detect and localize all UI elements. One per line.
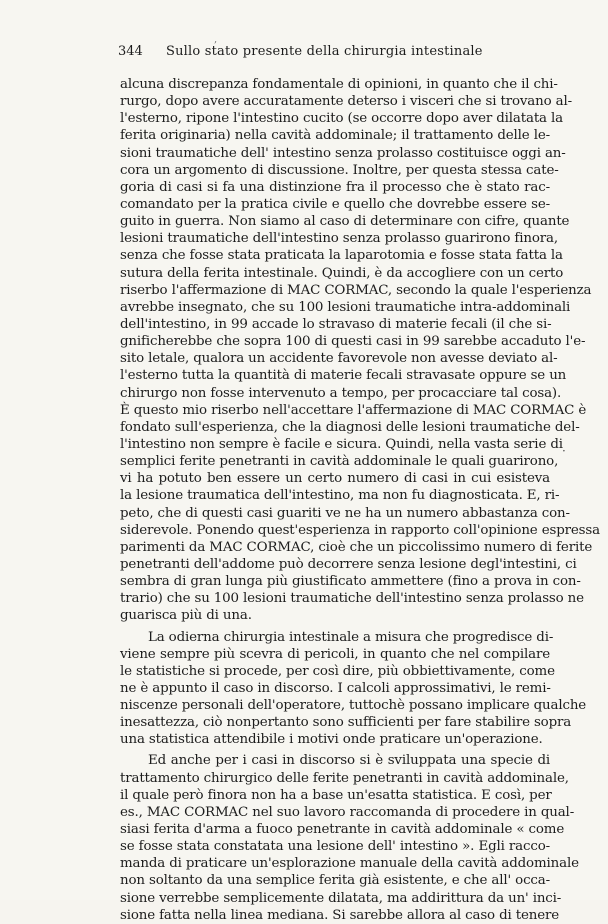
paragraph-3 <box>120 752 579 923</box>
text-line: sione verrebbe semplicemente dilatata, ma addirittura da un' inci- <box>120 890 562 906</box>
text-line: la lesione traumatica dell'intestino, ma non fu diagnosticata. E, ri- <box>120 488 560 504</box>
page-number: 344 <box>118 44 143 59</box>
text-line: comandato per la pratica civile e quello che dovrebbe essere se- <box>120 196 550 212</box>
text-line: sito letale, qualora un accidente favorevole non avesse deviato al- <box>120 351 558 367</box>
text-line: vi ha potuto ben essere un certo numero di casi in cui esisteva <box>120 471 550 487</box>
text-line: ne è appunto il caso in discorso. I calcoli approssimativi, le remi- <box>120 680 551 696</box>
text-line: trario) che su 100 lesioni traumatiche dell'intestino senza prolasso ne <box>120 591 584 607</box>
text-line: chirurgo non fosse intervenuto a tempo, per procacciare tal cosa). <box>120 385 562 401</box>
body-text <box>120 76 600 924</box>
text-line: penetranti dell'addome può decorrere senza lesione degl'intestini, ci <box>120 556 577 572</box>
text-line: l'intestino non sempre è facile e sicura. Quindi, nella vasta serie di <box>120 436 563 452</box>
text-line: guarisca più di una. <box>120 608 252 624</box>
margin-mark: · <box>562 444 566 458</box>
margin-mark-top: , <box>214 34 218 45</box>
text-line: alcuna discrepanza fondamentale di opinioni, in quanto che il chi- <box>120 77 558 92</box>
text-line: le statistiche si procede, per così dire, più obbiettivamente, come <box>120 663 555 679</box>
page-header <box>118 44 548 64</box>
running-head: Sullo stato presente della chirurgia intestinale <box>166 44 483 59</box>
text-line: sutura della ferita intestinale. Quindi, è da accogliere con un certo <box>120 265 564 281</box>
text-line: dell'intestino, in 99 accade lo stravaso di materie fecali (il che si- <box>120 316 552 332</box>
text-line: parimenti da MAC CORMAC, cioè che un piccolissimo numero di ferite <box>120 539 593 555</box>
text-line: La odierna chirurgia intestinale a misura che progredisce di- <box>148 629 554 645</box>
text-line: semplici ferite penetranti in cavità addominale le quali guarirono, <box>120 454 559 470</box>
text-line: gnificherebbe che sopra 100 di questi casi in 99 sarebbe accaduto l'e- <box>120 334 586 350</box>
text-line: fondato sull'esperienza, che la diagnosi delle lesioni traumatiche del- <box>120 419 580 435</box>
text-line: goria di casi si fa una distinzione fra il processo che è stato rac- <box>120 179 550 195</box>
text-line: peto, che di questi casi guariti ve ne ha un numero abbastanza con- <box>120 505 570 521</box>
text-line: avrebbe insegnato, che su 100 lesioni traumatiche intra-addominali <box>120 299 571 315</box>
paragraph-2 <box>120 629 587 749</box>
text-line: siasi ferita d'arma a fuoco penetrante in cavità addominale « come <box>120 822 565 838</box>
text-line: non soltanto da una semplice ferita già esistente, e che all' occa- <box>120 873 550 889</box>
text-line: sioni traumatiche dell' intestino senza prolasso costituisce oggi an- <box>120 145 566 161</box>
text-line: senza che fosse stata praticata la laparotomia e fosse stata fatta la <box>120 248 563 264</box>
text-line: se fosse stata constatata una lesione dell' intestino ». Egli racco- <box>120 839 550 855</box>
text-line: il quale però finora non ha a base un'esatta statistica. E così, per <box>120 787 552 803</box>
paragraph-1 <box>120 76 600 625</box>
text-line: l'esterno tutta la quantità di materie fecali stravasate oppure se un <box>120 368 567 384</box>
text-line: È questo mio riserbo nell'accettare l'affermazione di MAC CORMAC è <box>120 402 587 418</box>
text-line: sembra di gran lunga più giustificato ammettere (fino a prova in con- <box>120 574 581 590</box>
text-line: lesioni traumatiche dell'intestino senza prolasso guarirono finora, <box>120 231 558 247</box>
text-line: Ed anche per i casi in discorso si è sviluppata una specie di <box>148 753 550 769</box>
text-line: cora un argomento di discussione. Inoltre, per questa stessa cate- <box>120 162 559 178</box>
text-line: ferita originaria) nella cavità addominale; il trattamento delle le- <box>120 128 550 144</box>
text-line: l'esterno, ripone l'intestino cucito (se occorre dopo aver dilatata la <box>120 111 563 127</box>
text-line: riserbo l'affermazione di MAC CORMAC, secondo la quale l'esperienza <box>120 282 592 298</box>
text-line: viene sempre più scevra di pericoli, in quanto che nel compilare <box>120 646 550 662</box>
text-line: guito in guerra. Non siamo al caso di determinare con cifre, quante <box>120 214 570 230</box>
text-line: una statistica attendibile i motivi onde praticare un'operazione. <box>120 732 543 748</box>
text-line: siderevole. Ponendo quest'esperienza in rapporto coll'opinione espressa <box>120 522 600 538</box>
text-line: inesattezza, ciò nonpertanto sono sufficienti per fare stabilire sopra <box>120 715 572 731</box>
text-line: sione fatta nella linea mediana. Si sarebbe allora al caso di tenere <box>120 907 560 923</box>
text-line: rurgo, dopo avere accuratamente deterso i visceri che si trovano al- <box>120 94 572 110</box>
text-line: manda di praticare un'esplorazione manuale della cavità addominale <box>120 856 579 872</box>
text-line: es., MAC CORMAC nel suo lavoro raccomanda di procedere in qual- <box>120 804 575 820</box>
text-line: niscenze personali dell'operatore, tuttochè possano implicare qualche <box>120 698 587 714</box>
text-line: trattamento chirurgico delle ferite penetranti in cavità addominale, <box>120 770 569 786</box>
